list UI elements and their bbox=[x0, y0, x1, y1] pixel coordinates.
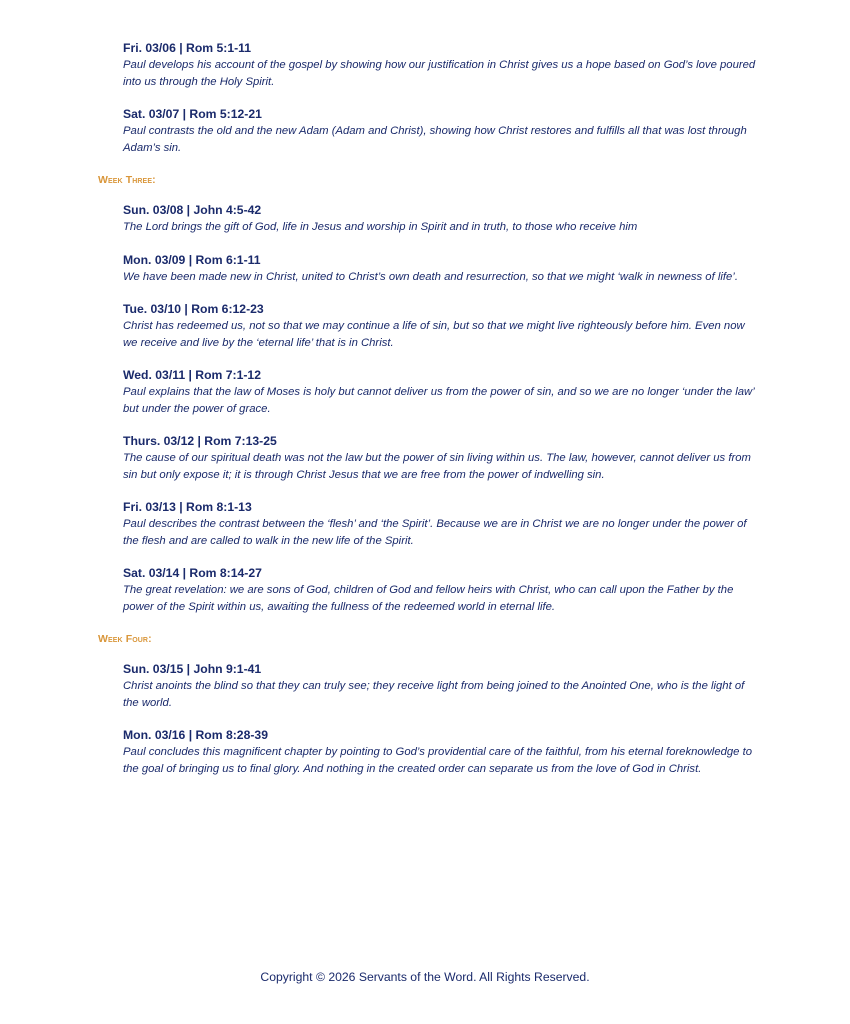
reading-entry bbox=[123, 661, 759, 711]
entry-title: Sat. 03/07 | Rom 5:12-21 bbox=[123, 107, 262, 121]
entry-description: Christ has redeemed us, not so that we may continue a life of sin, but so that we might live righteously before him. Even now we receive and live by the ‘eternal life’ that is in Christ. bbox=[123, 320, 745, 349]
entry-description: Paul develops his account of the gospel by showing how our justification in Christ gives us a hope based on God’s love poured into us through the Holy Spirit. bbox=[123, 59, 756, 88]
entry-description: The great revelation: we are sons of God, children of God and fellow heirs with Christ, who can call upon the Father by the power of the Spirit within us, awaiting the fullness of the redeemed world in eternal life. bbox=[123, 584, 734, 613]
reading-entry bbox=[123, 301, 759, 351]
reading-entry bbox=[123, 499, 759, 549]
entry-title: Tue. 03/10 | Rom 6:12-23 bbox=[123, 302, 264, 316]
reading-entry bbox=[123, 367, 759, 417]
entry-description: Paul contrasts the old and the new Adam (Adam and Christ), showing how Christ restores and fulfills all that was lost through Adam’s sin. bbox=[123, 125, 747, 154]
reading-entry bbox=[123, 433, 759, 483]
entry-description: The cause of our spiritual death was not the law but the power of sin living within us. The law, however, cannot deliver us from sin but only expose it; it is through Christ Jesus that we are free from the power of indwelling sin. bbox=[123, 452, 751, 481]
entry-description: Paul concludes this magnificent chapter by pointing to God’s providential care of the faithful, from his eternal foreknowledge to the goal of bringing us to final glory. And nothing in the created order can separate us from the love of God in Christ. bbox=[123, 746, 753, 775]
entry-description: Paul describes the contrast between the ‘flesh’ and ‘the Spirit’. Because we are in Christ we are no longer under the power of the flesh and are called to walk in the new life of the Spirit. bbox=[123, 518, 747, 547]
week-four-header: Week Four: bbox=[98, 633, 152, 645]
week-three-header: Week Three: bbox=[98, 174, 156, 186]
reading-entry bbox=[123, 252, 759, 286]
reading-plan bbox=[0, 40, 850, 793]
reading-entry bbox=[123, 565, 759, 615]
copyright-footer: Copyright © 2026 Servants of the Word. All Rights Reserved. bbox=[260, 970, 590, 984]
entry-description: We have been made new in Christ, united to Christ’s own death and resurrection, so that we might ‘walk in newness of life’. bbox=[123, 270, 738, 283]
entry-description: The Lord brings the gift of God, life in Jesus and worship in Spirit and in truth, to those who receive him bbox=[123, 221, 638, 233]
reading-entry bbox=[123, 727, 759, 777]
entry-description: Christ anoints the blind so that they can truly see; they receive light from being joined to the Anointed One, who is the light of the world. bbox=[123, 680, 745, 709]
entry-title: Mon. 03/16 | Rom 8:28-39 bbox=[123, 728, 268, 742]
reading-entry bbox=[123, 202, 759, 236]
entry-title: Wed. 03/11 | Rom 7:1-12 bbox=[123, 368, 261, 382]
week-three bbox=[0, 173, 850, 615]
week-two-continued bbox=[0, 40, 850, 156]
entry-title: Thurs. 03/12 | Rom 7:13-25 bbox=[123, 434, 277, 448]
entry-title: Sun. 03/15 | John 9:1-41 bbox=[123, 662, 262, 676]
reading-entry bbox=[123, 106, 759, 156]
entry-description: Paul explains that the law of Moses is holy but cannot deliver us from the power of sin, and so we are no longer ‘under the law’ but under the power of grace. bbox=[123, 386, 755, 415]
entry-title: Fri. 03/13 | Rom 8:1-13 bbox=[123, 500, 252, 514]
entry-title: Sun. 03/08 | John 4:5-42 bbox=[123, 203, 262, 217]
entry-title: Sat. 03/14 | Rom 8:14-27 bbox=[123, 566, 262, 580]
entry-title: Mon. 03/09 | Rom 6:1-11 bbox=[123, 252, 261, 267]
week-four bbox=[0, 632, 850, 777]
reading-entry bbox=[123, 40, 759, 90]
entry-title: Fri. 03/06 | Rom 5:1-11 bbox=[123, 41, 252, 55]
